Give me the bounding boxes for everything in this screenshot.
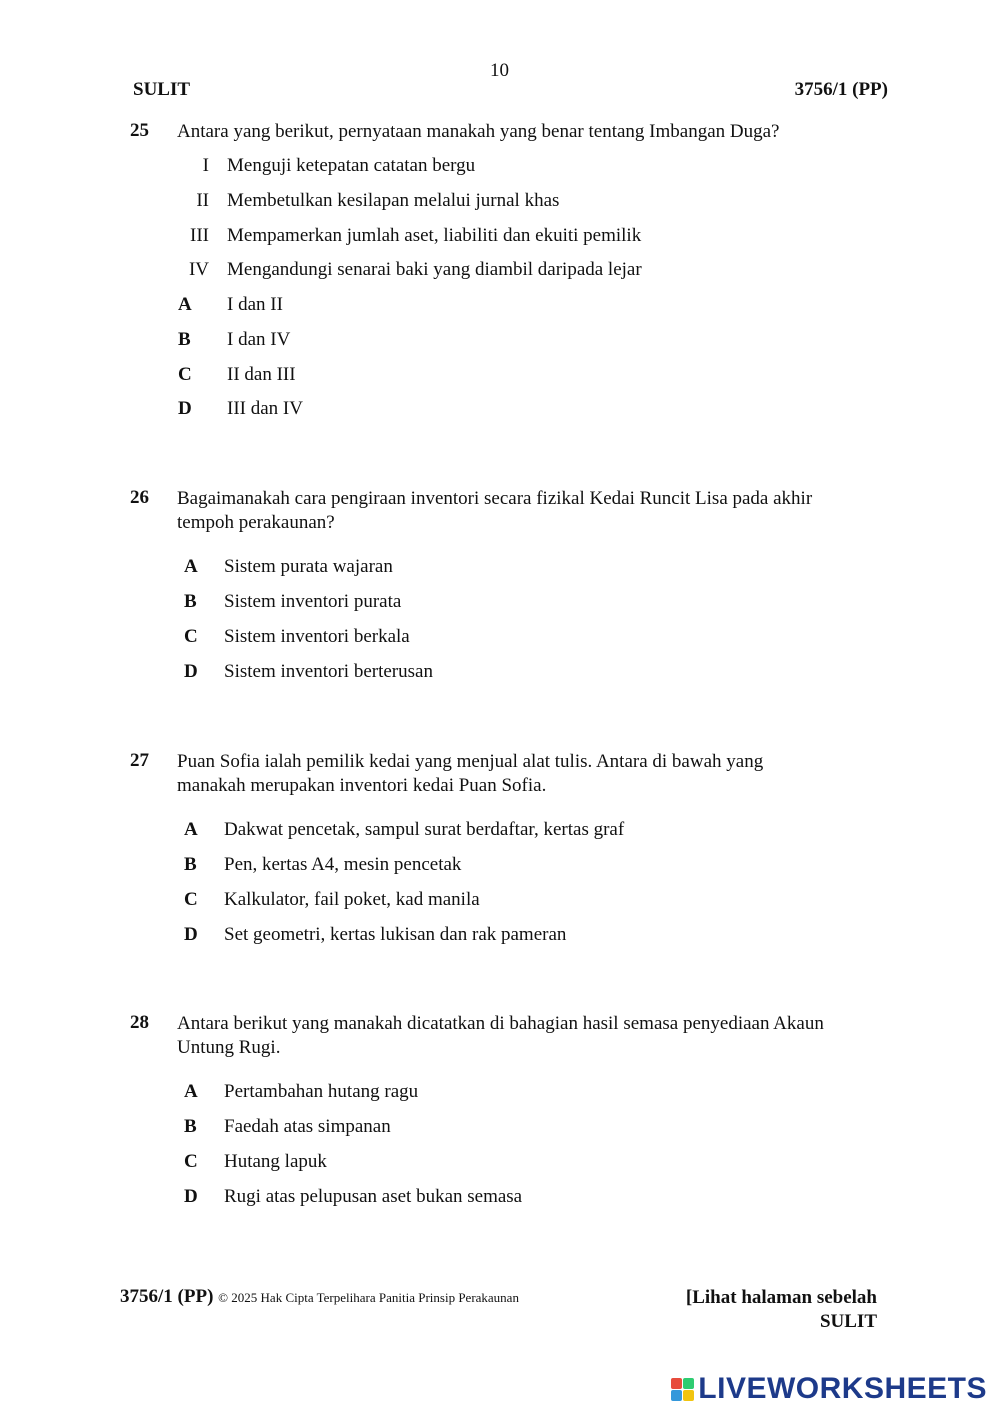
answer-option-d[interactable]: [0, 924, 999, 948]
option-text: Kalkulator, fail poket, kad manila: [224, 889, 480, 910]
option-letter: B: [184, 854, 197, 875]
statement-numeral: II: [196, 190, 209, 211]
footer-copyright-text: © 2025 Hak Cipta Terpelihara Panitia Prinsip Perakaunan: [218, 1290, 519, 1305]
statement-text: Menguji ketepatan catatan bergu: [227, 155, 476, 176]
answer-option-a[interactable]: [0, 819, 999, 843]
statement-text: Membetulkan kesilapan melalui jurnal khas: [227, 190, 560, 211]
question-text-line: Untung Rugi.: [177, 1037, 281, 1058]
logo-cell: [671, 1390, 682, 1401]
option-letter: D: [184, 661, 198, 682]
question-text: [177, 1012, 877, 1060]
footer-copyright: [120, 1286, 519, 1308]
option-letter: B: [184, 1116, 197, 1137]
logo-cell: [671, 1378, 682, 1389]
option-letter: A: [184, 1081, 198, 1102]
option-text: III dan IV: [227, 398, 303, 419]
statement-row: [0, 155, 999, 179]
brand-logo-icon: [671, 1378, 694, 1401]
question-number: 27: [130, 750, 149, 771]
statement-numeral: IV: [188, 259, 209, 280]
option-text: I dan IV: [227, 329, 291, 350]
answer-option-d[interactable]: [0, 661, 999, 685]
option-text: Hutang lapuk: [224, 1151, 327, 1172]
logo-cell: [683, 1378, 694, 1389]
question-text-line: Antara berikut yang manakah dicatatkan di bahagian hasil semasa penyediaan Akaun: [177, 1013, 824, 1034]
footer-classification: SULIT: [819, 1311, 877, 1332]
logo-cell: [683, 1390, 694, 1401]
statement-text: Mengandungi senarai baki yang diambil daripada lejar: [227, 259, 642, 280]
option-letter: C: [184, 1151, 198, 1172]
option-letter: B: [178, 329, 191, 350]
option-letter: C: [184, 889, 198, 910]
answer-option-c[interactable]: [0, 626, 999, 650]
option-letter: B: [184, 591, 197, 612]
question-number: 25: [130, 120, 149, 141]
answer-option-c[interactable]: [0, 889, 999, 913]
answer-option-d[interactable]: [0, 1186, 999, 1210]
liveworksheets-logo[interactable]: [671, 1372, 987, 1406]
question-text-line: manakah merupakan inventori kedai Puan Sofia.: [177, 775, 547, 796]
answer-option-b[interactable]: [0, 854, 999, 878]
page-number: 10: [490, 60, 509, 81]
footer-paper-code: 3756/1 (PP): [120, 1286, 214, 1307]
answer-option-c[interactable]: [0, 1151, 999, 1175]
answer-option-a[interactable]: [0, 1081, 999, 1105]
header-paper-code: 3756/1 (PP): [794, 79, 888, 100]
option-letter: D: [178, 398, 192, 419]
option-text: Faedah atas simpanan: [224, 1116, 391, 1137]
option-letter: A: [178, 294, 192, 315]
question-text: [177, 487, 877, 535]
statement-row: [0, 190, 999, 214]
option-letter: C: [184, 626, 198, 647]
option-text: II dan III: [227, 364, 296, 385]
option-text: Sistem inventori berkala: [224, 626, 410, 647]
footer-next-page: [686, 1286, 877, 1334]
next-page-note: [Lihat halaman sebelah: [685, 1287, 877, 1308]
option-text: Sistem inventori purata: [224, 591, 402, 612]
option-letter: C: [178, 364, 192, 385]
option-text: Sistem inventori berterusan: [224, 661, 433, 682]
statement-numeral: III: [190, 225, 209, 246]
option-text: Dakwat pencetak, sampul surat berdaftar, kertas graf: [224, 819, 625, 840]
answer-option-d[interactable]: [0, 398, 999, 422]
header-classification: SULIT: [133, 79, 191, 100]
option-text: Set geometri, kertas lukisan dan rak pameran: [224, 924, 567, 945]
answer-option-b[interactable]: [0, 329, 999, 353]
option-letter: A: [184, 819, 198, 840]
answer-option-b[interactable]: [0, 1116, 999, 1140]
statement-row: [0, 259, 999, 283]
option-text: I dan II: [227, 294, 283, 315]
option-text: Rugi atas pelupusan aset bukan semasa: [224, 1186, 523, 1207]
answer-option-a[interactable]: [0, 294, 999, 318]
option-letter: D: [184, 924, 198, 945]
answer-option-b[interactable]: [0, 591, 999, 615]
statement-row: [0, 225, 999, 249]
brand-name: LIVEWORKSHEETS: [698, 1372, 987, 1405]
question-number: 28: [130, 1012, 149, 1033]
option-letter: D: [184, 1186, 198, 1207]
option-text: Pertambahan hutang ragu: [224, 1081, 419, 1102]
answer-option-c[interactable]: [0, 364, 999, 388]
statement-numeral: I: [202, 155, 209, 176]
question-text-line: Puan Sofia ialah pemilik kedai yang menjual alat tulis. Antara di bawah yang: [177, 751, 764, 772]
option-text: Pen, kertas A4, mesin pencetak: [224, 854, 462, 875]
question-text-line: tempoh perakaunan?: [177, 512, 335, 533]
answer-option-a[interactable]: [0, 556, 999, 580]
option-letter: A: [184, 556, 198, 577]
question-number: 26: [130, 487, 149, 508]
question-text-line: Bagaimanakah cara pengiraan inventori secara fizikal Kedai Runcit Lisa pada akhir: [177, 488, 813, 509]
question-text: Antara yang berikut, pernyataan manakah yang benar tentang Imbangan Duga?: [177, 121, 780, 142]
statement-text: Mempamerkan jumlah aset, liabiliti dan ekuiti pemilik: [227, 225, 642, 246]
question-text: [177, 750, 877, 798]
option-text: Sistem purata wajaran: [224, 556, 393, 577]
